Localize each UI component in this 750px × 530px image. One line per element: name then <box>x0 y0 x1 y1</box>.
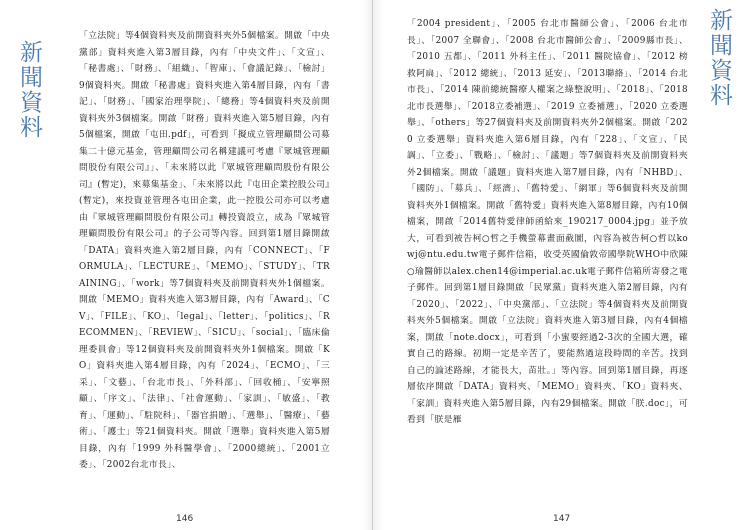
right-section-title: 新聞資料 <box>706 8 732 108</box>
left-section-title: 新聞資料 <box>16 40 42 140</box>
right-page-number: 147 <box>553 514 571 524</box>
left-page-number: 146 <box>176 514 194 524</box>
right-page <box>373 0 750 530</box>
left-body-text: 「立法院」等4個資料夾及前開資料夾外5個檔案。開啟「中央黨部」資料夾進入第3層目錄，內有「中央文件」、「文宣」、「秘書處」、「財務」、「組織」、「智庫」、「會議記錄」、「檢討」9個資料夾。開啟「秘書處」資料夾進入第4層目錄，內有「書記」、「財務」、「國家治理學院」、「總務」等4個資料夾及前開資料夾外3個檔案。開啟「財務」資料夾進入第5層目錄，內有5個檔案，開啟「屯田.pdf」，可看到「擬成立管理顧問公司募集二十億元基金，管理顧問公司名稱建議可考慮『眾城管理顧問股份有限公司』」、「未來將以此『眾城管理顧問股份有限公司』(暫定)，來募集基金」、「未來將以此『屯田企業控股公司』(暫定)，來投資並管理各屯田企業，此一控股公司亦可以考慮由『眾城管理顧問股份有限公司』轉投資設立，成為『眾城管理顧問股份有限公司』的子公司等內容。回到第1層目錄開啟「DATA」資料夾進入第2層目錄，內有「CONNECT」、「FORMULA」、「LECTURE」、「MEMO」、「STUDY」、「TRAINING」、「work」等7個資料夾及前開資料夾外1個檔案。開啟「MEMO」資料夾進入第3層目錄，內有「Award」、「CV」、「FILE」、「KO」、「legal」、「letter」、「politics」、「RECOMMEN」、「REVIEW」、「SICU」、「social」、「臨床倫理委員會」等12個資料夾及前開資料夾外1個檔案。開啟「KO」資料夾進入第4層目錄，內有「2024」、「ECMO」、「三采」、「文藝」、「台北市長」、「外科部」、「回收桶」、「安寧照顧」、「序文」、「法律」、「社會運動」、「家訓」、「敏盛」、「教育」、「運動」、「駐院科」、「器官捐贈」、「選舉」、「醫療」、「藝術」、「護士」等21個資料夾。開啟「選舉」資料夾進入第5層目錄，內有「1999 外科醫學會」、「2000總統」、「2001立委」、「2002台北市長」、 <box>79 31 330 470</box>
left-page <box>0 0 373 530</box>
right-body-text: 「2004 president」、「2005 台北市醫師公會」、「2006 台北市長」、「2007 全聯會」、「2008 台北市醫師公會」、「2009縣市長」、「2010 五都」、「2011 外科主任」、「2011 醫院協會」、「2012 榜救阿扁」、「2012 總統」、「2013 延安」、「2013聯絡」、「2014 台北市長」、「2014 陳前總統醫療人權案之綠整說明」、「2018」、「2018 北市長選舉」、「2018立委補選」、「2019 立委補選」、「2020 立委選舉」、「others」等27個資料夾及前開資料夾外2個檔案。開啟「2020 立委選舉」資料夾進入第6層目錄，內有「228」、「文宣」、「民調」、「立委」、「戰略」、「檢討」、「議題」等7個資料夾及前開資料夾外2個檔案。開啟「議題」資料夾進入第7層目錄，內有「NHBD」、「國防」、「募兵」、「經濟」、「舊特愛」、「網軍」等6個資料夾及前開資料夾外1個檔案。開啟「舊特愛」資料夾進入第8層目錄，內有10個檔案，開啟「2014舊特愛律師函給來_190217_0004.jpg」並予放大，可看到被告柯○哲之手機螢幕畫面截圖，內容為被告柯○哲以kowj@ntu.edu.tw電子郵件信箱，收受英國倫敦帝國學院WHO中欣陳○瑜醫師以alex.chen14@imperial.ac.uk電子郵件信箱所寄發之電子郵件。回到第1層目錄開啟「民眾黨」資料夾進入第2層目錄，內有「2020」、「2022」、「中央黨部」、「立法院」等4個資料夾及前開資料夾外5個檔案。開啟「立法院」資料夾進入第3層目錄，內有4個檔案，開啟「note.docx」，可看到「小蜜要經過2-3次的全國大選，確實自己的路線。初期一定是辛苦了，要能熬過這段時間的辛苦。找到自己的論述路線，才能長大，苗壯。」等內容。回到第1層目錄，再逐層依序開啟「DATA」資料夾、「MEMO」資料夾、「KO」資料夾、「家訓」資料夾進入第5層目錄，內有29個檔案。開啟「朕.doc」，可看到「朕是雁 <box>407 19 688 425</box>
